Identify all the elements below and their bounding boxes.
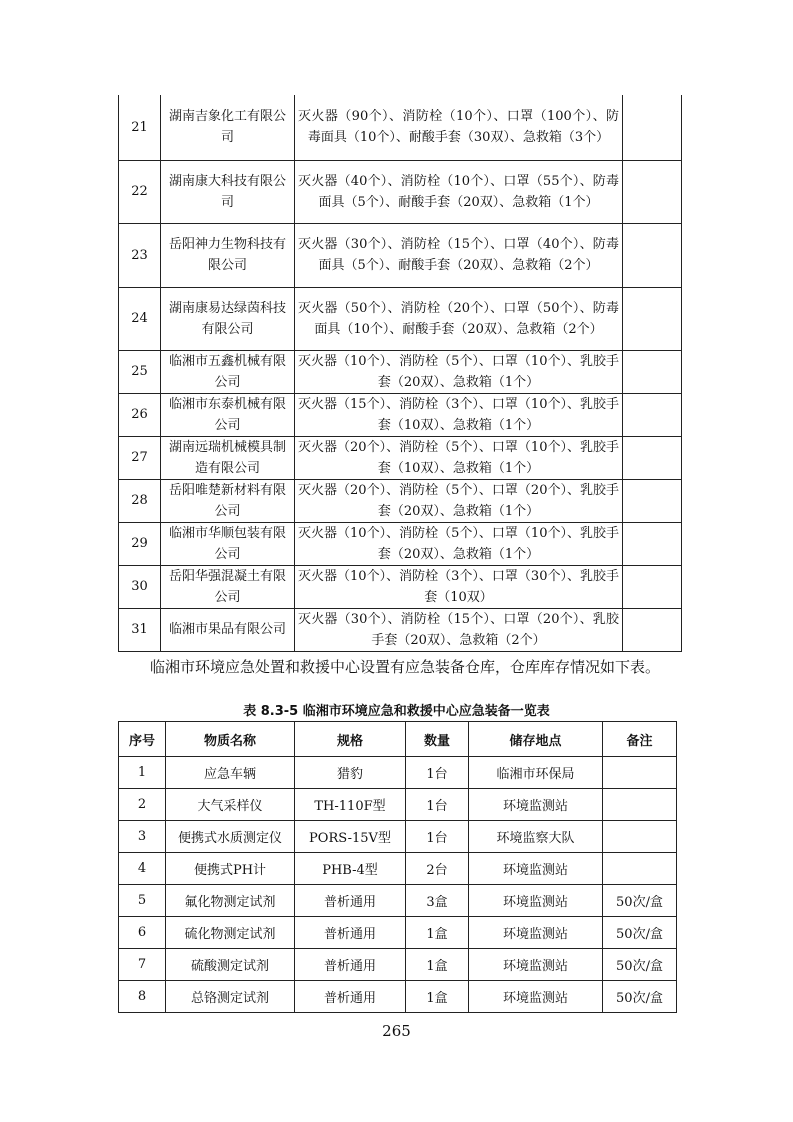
row-number: 25 bbox=[119, 350, 161, 393]
table-cell: 1盒 bbox=[406, 949, 469, 981]
table-cell: 3盒 bbox=[406, 885, 469, 917]
page-number: 265 bbox=[382, 1022, 411, 1040]
table-row bbox=[119, 223, 682, 287]
table-cell: 便携式PH计 bbox=[166, 853, 295, 885]
table-cell: 环境监察大队 bbox=[469, 821, 603, 853]
equipment-list: 灭火器（40个）、消防栓（10个）、口罩（55个）、防毒面具（5个）、耐酸手套（20双）、急救箱（1个） bbox=[295, 160, 623, 223]
table-cell: 7 bbox=[119, 949, 166, 981]
blank-cell bbox=[623, 608, 682, 651]
table-cell: 环境监测站 bbox=[469, 885, 603, 917]
table-cell: TH-110F型 bbox=[295, 789, 406, 821]
equipment-list: 灭火器（15个）、消防栓（3个）、口罩（10个）、乳胶手套（10双）、急救箱（1个） bbox=[295, 393, 623, 436]
blank-cell bbox=[623, 350, 682, 393]
table-cell: 大气采样仪 bbox=[166, 789, 295, 821]
row-number: 31 bbox=[119, 608, 161, 651]
table-cell: 50次/盒 bbox=[603, 981, 677, 1013]
company-name: 岳阳唯楚新材料有限公司 bbox=[161, 479, 295, 522]
table-row bbox=[119, 95, 682, 160]
table-cell: 2 bbox=[119, 789, 166, 821]
table-cell: 1台 bbox=[406, 789, 469, 821]
equipment-list: 灭火器（10个）、消防栓（5个）、口罩（10个）、乳胶手套（20双）、急救箱（1个） bbox=[295, 350, 623, 393]
table-cell: 环境监测站 bbox=[469, 853, 603, 885]
blank-cell bbox=[623, 160, 682, 223]
table-cell bbox=[603, 853, 677, 885]
column-header: 储存地点 bbox=[469, 722, 603, 757]
table-cell: 猎豹 bbox=[295, 757, 406, 789]
table-cell: 普析通用 bbox=[295, 949, 406, 981]
equipment-list: 灭火器（20个）、消防栓（5个）、口罩（10个）、乳胶手套（10双）、急救箱（1个） bbox=[295, 436, 623, 479]
table-row bbox=[119, 436, 682, 479]
row-number: 27 bbox=[119, 436, 161, 479]
row-number: 28 bbox=[119, 479, 161, 522]
table-row bbox=[119, 757, 677, 789]
table-row bbox=[119, 393, 682, 436]
table-row bbox=[119, 853, 677, 885]
company-name: 临湘市东泰机械有限公司 bbox=[161, 393, 295, 436]
blank-cell bbox=[623, 95, 682, 160]
table-cell: 总铬测定试剂 bbox=[166, 981, 295, 1013]
table-cell: 普析通用 bbox=[295, 917, 406, 949]
table-cell: 环境监测站 bbox=[469, 949, 603, 981]
company-name: 湖南吉象化工有限公司 bbox=[161, 95, 295, 160]
table-cell: 3 bbox=[119, 821, 166, 853]
table-row bbox=[119, 608, 682, 651]
table-cell: 普析通用 bbox=[295, 981, 406, 1013]
row-number: 21 bbox=[119, 95, 161, 160]
table-caption: 表 8.3-5 临湘市环境应急和救援中心应急装备一览表 bbox=[243, 704, 550, 719]
table-cell: 普析通用 bbox=[295, 885, 406, 917]
blank-cell bbox=[623, 287, 682, 350]
table-row bbox=[119, 287, 682, 350]
table-cell: 环境监测站 bbox=[469, 917, 603, 949]
row-number: 23 bbox=[119, 223, 161, 287]
equipment-list: 灭火器（90个）、消防栓（10个）、口罩（100个）、防毒面具（10个）、耐酸手套（30双）、急救箱（3个） bbox=[295, 95, 623, 160]
table-row bbox=[119, 350, 682, 393]
table-row bbox=[119, 479, 682, 522]
table-row bbox=[119, 565, 682, 608]
column-header: 备注 bbox=[603, 722, 677, 757]
enterprise-equipment-table bbox=[118, 95, 682, 652]
company-name: 湖南远瑞机械模具制造有限公司 bbox=[161, 436, 295, 479]
company-name: 湖南康大科技有限公司 bbox=[161, 160, 295, 223]
table-cell: 硫酸测定试剂 bbox=[166, 949, 295, 981]
column-header: 序号 bbox=[119, 722, 166, 757]
table-row bbox=[119, 821, 677, 853]
equipment-list: 灭火器（10个）、消防栓（3个）、口罩（30个）、乳胶手套（10双） bbox=[295, 565, 623, 608]
table-cell: PORS-15V型 bbox=[295, 821, 406, 853]
equipment-list: 灭火器（20个）、消防栓（5个）、口罩（20个）、乳胶手套（20双）、急救箱（1个） bbox=[295, 479, 623, 522]
row-number: 29 bbox=[119, 522, 161, 565]
row-number: 26 bbox=[119, 393, 161, 436]
blank-cell bbox=[623, 565, 682, 608]
table-cell: PHB-4型 bbox=[295, 853, 406, 885]
table-cell bbox=[603, 789, 677, 821]
table-cell: 50次/盒 bbox=[603, 917, 677, 949]
equipment-list: 灭火器（30个）、消防栓（15个）、口罩（40个）、防毒面具（5个）、耐酸手套（20双）、急救箱（2个） bbox=[295, 223, 623, 287]
column-header: 物质名称 bbox=[166, 722, 295, 757]
emergency-equipment-table bbox=[118, 721, 677, 1013]
table-header-row bbox=[119, 722, 677, 757]
company-name: 岳阳神力生物科技有限公司 bbox=[161, 223, 295, 287]
blank-cell bbox=[623, 393, 682, 436]
table-row bbox=[119, 949, 677, 981]
table-row bbox=[119, 917, 677, 949]
company-name: 临湘市五鑫机械有限公司 bbox=[161, 350, 295, 393]
table-row bbox=[119, 522, 682, 565]
table-cell: 环境监测站 bbox=[469, 789, 603, 821]
row-number: 24 bbox=[119, 287, 161, 350]
table-row bbox=[119, 981, 677, 1013]
table-cell: 1盒 bbox=[406, 917, 469, 949]
table-cell: 50次/盒 bbox=[603, 885, 677, 917]
table-cell: 应急车辆 bbox=[166, 757, 295, 789]
table-cell: 1台 bbox=[406, 757, 469, 789]
table-cell bbox=[603, 757, 677, 789]
row-number: 30 bbox=[119, 565, 161, 608]
table-cell: 8 bbox=[119, 981, 166, 1013]
table-row bbox=[119, 789, 677, 821]
table-cell: 6 bbox=[119, 917, 166, 949]
table-cell: 便携式水质测定仪 bbox=[166, 821, 295, 853]
blank-cell bbox=[623, 223, 682, 287]
table-cell: 4 bbox=[119, 853, 166, 885]
table-row bbox=[119, 885, 677, 917]
column-header: 数量 bbox=[406, 722, 469, 757]
table-cell bbox=[603, 821, 677, 853]
table-cell: 2台 bbox=[406, 853, 469, 885]
equipment-list: 灭火器（50个）、消防栓（20个）、口罩（50个）、防毒面具（10个）、耐酸手套（20双）、急救箱（2个） bbox=[295, 287, 623, 350]
table-cell: 硫化物测定试剂 bbox=[166, 917, 295, 949]
blank-cell bbox=[623, 522, 682, 565]
row-number: 22 bbox=[119, 160, 161, 223]
company-name: 临湘市果品有限公司 bbox=[161, 608, 295, 651]
table-cell: 5 bbox=[119, 885, 166, 917]
equipment-list: 灭火器（10个）、消防栓（5个）、口罩（10个）、乳胶手套（20双）、急救箱（1个） bbox=[295, 522, 623, 565]
table-cell: 1 bbox=[119, 757, 166, 789]
table-cell: 1台 bbox=[406, 821, 469, 853]
body-paragraph: 临湘市环境应急处置和救援中心设置有应急装备仓库，仓库库存情况如下表。 bbox=[150, 658, 661, 676]
table-cell: 环境监测站 bbox=[469, 981, 603, 1013]
table-cell: 氟化物测定试剂 bbox=[166, 885, 295, 917]
equipment-list: 灭火器（30个）、消防栓（15个）、口罩（20个）、乳胶手套（20双）、急救箱（2个） bbox=[295, 608, 623, 651]
company-name: 湖南康易达绿茵科技有限公司 bbox=[161, 287, 295, 350]
column-header: 规格 bbox=[295, 722, 406, 757]
company-name: 岳阳华强混凝土有限公司 bbox=[161, 565, 295, 608]
table-cell: 1盒 bbox=[406, 981, 469, 1013]
table-cell: 临湘市环保局 bbox=[469, 757, 603, 789]
table-row bbox=[119, 160, 682, 223]
company-name: 临湘市华顺包装有限公司 bbox=[161, 522, 295, 565]
blank-cell bbox=[623, 436, 682, 479]
table-cell: 50次/盒 bbox=[603, 949, 677, 981]
blank-cell bbox=[623, 479, 682, 522]
